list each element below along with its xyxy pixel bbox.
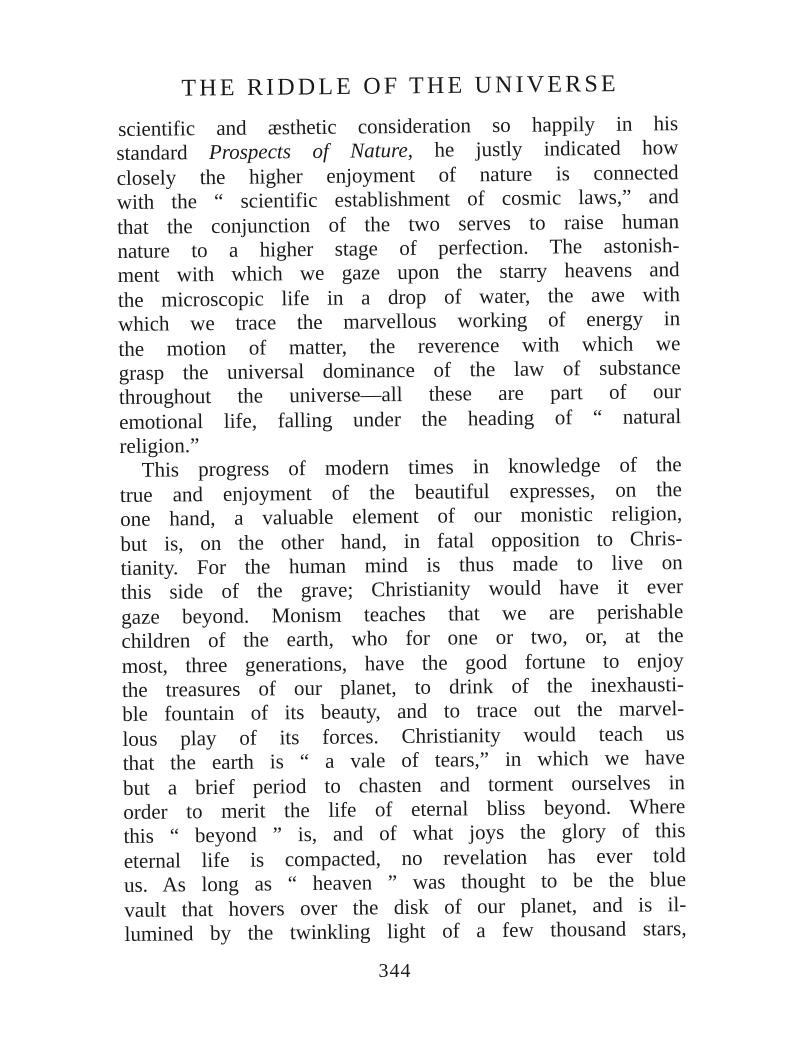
- page-number: 344: [378, 960, 412, 982]
- text-line: but a brief period to chasten and torment ourselves in: [122, 769, 686, 800]
- text-line: with the “ scientific establishment of cosmic laws,” and: [116, 184, 679, 215]
- text-line: tianity. For the human mind is thus made to live on: [120, 550, 683, 581]
- text-line: this “ beyond ” is, and of what joys the glory of this: [123, 818, 686, 849]
- text-line: that the earth is “ a vale of tears,” in which we have: [122, 745, 685, 776]
- text-line: order to merit the life of eternal bliss beyond. Where: [123, 794, 686, 824]
- text-line: us. As long as “ heaven ” was thought to be the blue: [123, 867, 687, 898]
- text-line: emotional life, falling under the heading of “ natural: [119, 403, 682, 434]
- text-line: this side of the grave; Christianity would have it ever: [120, 574, 684, 605]
- text-line: the motion of matter, the reverence with which we: [118, 330, 681, 361]
- text-line: gaze beyond. Monism teaches that we are perishable: [121, 598, 684, 629]
- text-line: scientific and æsthetic consideration so happily in his: [117, 111, 679, 141]
- paragraph-start-line: This progress of modern times in knowledge of the: [141, 452, 682, 483]
- text-line: nature to a higher stage of perfection. The astonish-: [117, 233, 680, 263]
- book-title: Prospects of Nature,: [208, 138, 414, 165]
- text-line: grasp the universal dominance of the law of substance: [118, 355, 681, 385]
- text-line: true and enjoyment of the beautiful expresses, on the: [119, 476, 683, 507]
- body-text: [116, 111, 687, 946]
- text-line: the treasures of our planet, to drink of the inexhausti-: [121, 672, 685, 702]
- text-line: the microscopic life in a drop of water, the awe with: [117, 281, 681, 312]
- text-line: but is, on the other hand, in fatal opposition to Chris-: [120, 525, 683, 556]
- text-line: most, three generations, have the good fortune to enjoy: [121, 647, 684, 678]
- text-line: ment with which we gaze upon the starry heavens and: [117, 257, 680, 288]
- text-line: children of the earth, who for one or two, or, at the: [121, 623, 684, 654]
- text-line: lumined by the twinkling light of a few thousand stars,: [124, 915, 687, 946]
- text-line: throughout the universe—all these are part of our: [118, 379, 682, 410]
- running-head: THE RIDDLE OF THE UNIVERSE: [181, 71, 619, 102]
- text-segment: standard: [116, 140, 210, 166]
- text-line: eternal life is compacted, no revelation has ever told: [123, 842, 686, 873]
- text-line: religion.”: [119, 433, 200, 459]
- text-line: ble fountain of its beauty, and to trace out the marvel-: [122, 696, 685, 727]
- text-line: closely the higher enjoyment of nature is connected: [116, 159, 679, 190]
- text-segment: he justly indicated how: [412, 135, 679, 163]
- text-line: vault that hovers over the disk of our planet, and is il-: [124, 891, 687, 922]
- text-line: that the conjunction of the two serves to raise human: [117, 208, 680, 239]
- text-line: one hand, a valuable element of our monistic religion,: [120, 501, 683, 532]
- text-line: which we trace the marvellous working of energy in: [118, 306, 681, 337]
- text-line: lous play of its forces. Christianity would teach us: [122, 720, 685, 751]
